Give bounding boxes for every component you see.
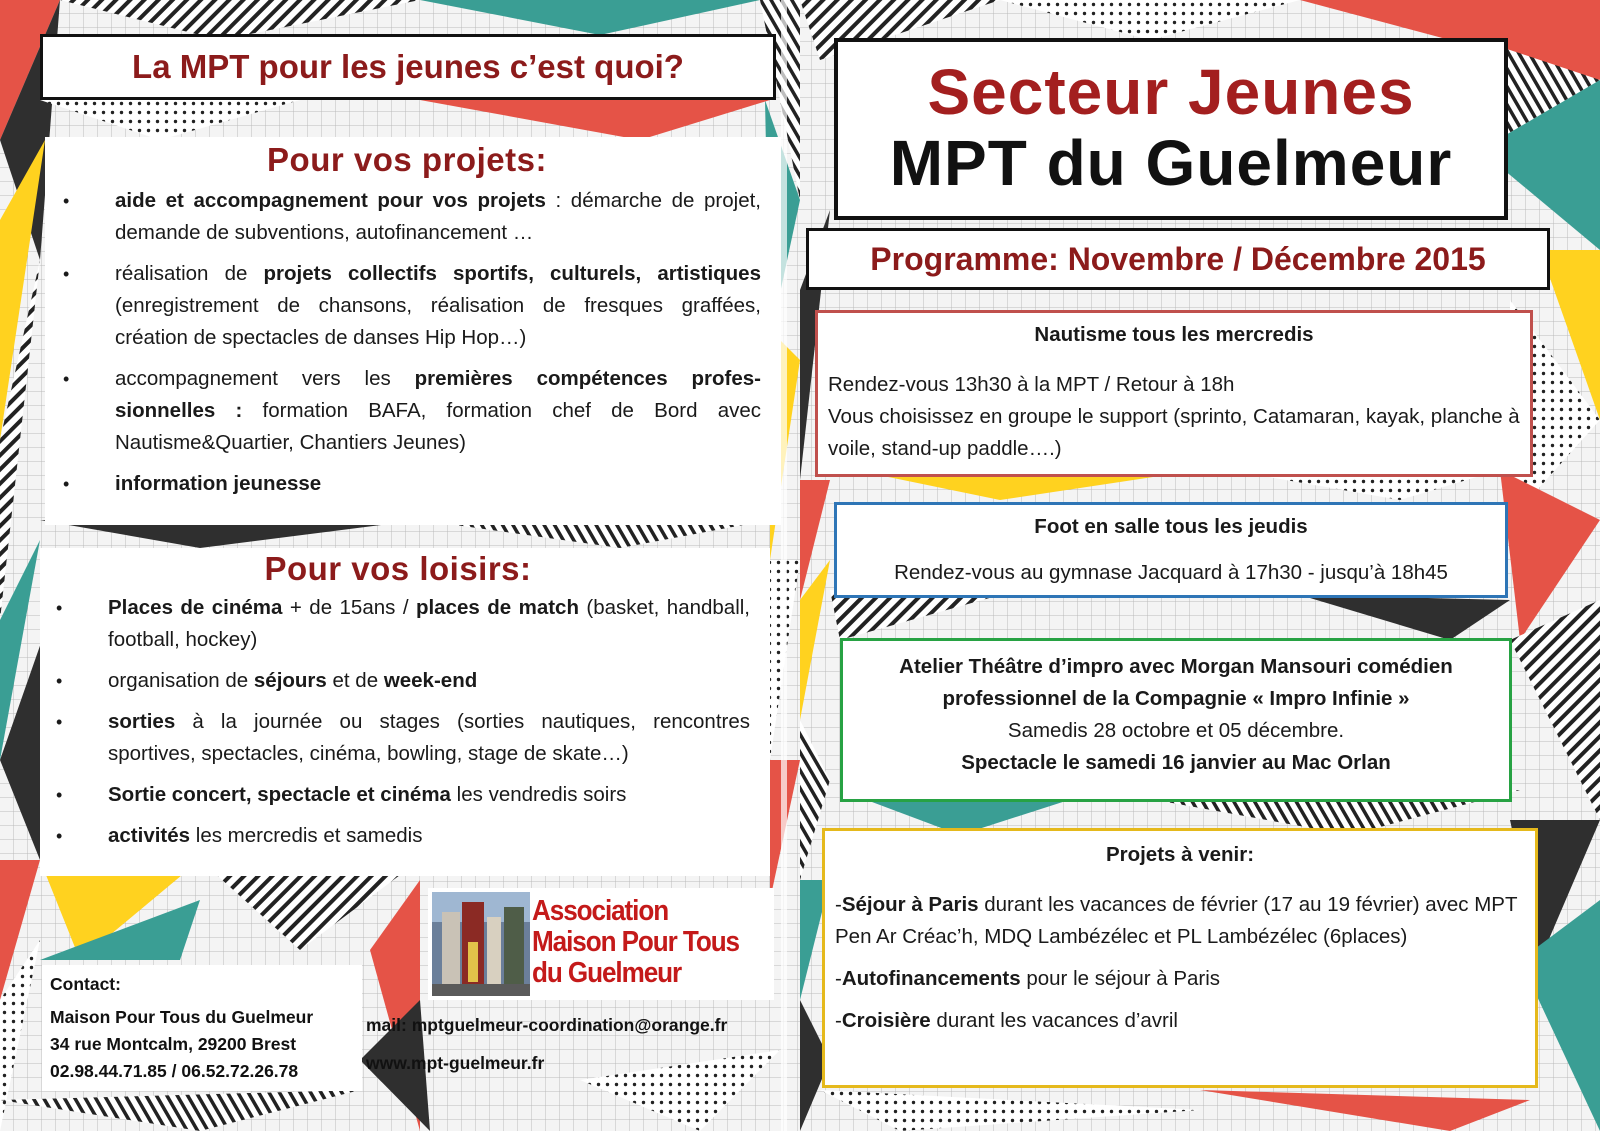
projet-paris: -Séjour à Paris durant les vacances de février (17 au 19 février) avec MPT Pen Ar Créac’h, MDQ Lambézélec et PL Lambézélec (6places) bbox=[835, 893, 1518, 948]
bullet-icon: • bbox=[56, 671, 63, 691]
bullet-icon: • bbox=[56, 598, 63, 618]
loisirs-heading: Pour vos loisirs: bbox=[264, 550, 532, 587]
event-nautisme-line1: Rendez-vous 13h30 à la MPT / Retour à 18h bbox=[828, 373, 1235, 396]
contact-address: 34 rue Montcalm, 29200 Brest bbox=[50, 1034, 297, 1054]
event-projets bbox=[822, 828, 1538, 1088]
contact-name: Maison Pour Tous du Guelmeur bbox=[50, 1007, 314, 1027]
building-photo-icon bbox=[432, 892, 530, 996]
event-theatre-heading: Atelier Théâtre d’impro avec Morgan Mansouri comédien professionnel de la Compagnie « Impro Infinie » bbox=[899, 655, 1453, 710]
list-item: • sorties à la journée ou stages (sorties nautiques, rencontres sportives, spectacles, cinéma, bowling, stage de skate…) bbox=[46, 706, 750, 770]
event-foot-line1: Rendez-vous au gymnase Jacquard à 17h30 - jusqu’à 18h45 bbox=[894, 561, 1448, 584]
event-foot-heading: Foot en salle tous les jeudis bbox=[1034, 515, 1308, 538]
list-item: • aide et accompagnement pour vos projets : démarche de projet, demande de subventions, autofinancement … bbox=[53, 185, 761, 249]
projet-croisiere: -Croisière durant les vacances d’avril bbox=[835, 1009, 1178, 1032]
bullet-icon: • bbox=[63, 264, 70, 284]
event-nautisme-line2: Vous choisissez en groupe le support (sprinto, Catamaran, kayak, planche à voile, stand-up paddle….) bbox=[828, 405, 1520, 460]
bullet-icon: • bbox=[56, 826, 63, 846]
event-nautisme bbox=[815, 310, 1533, 477]
projets-panel bbox=[45, 137, 781, 525]
bullet-icon: • bbox=[56, 785, 63, 805]
main-title-line2: MPT du Guelmeur bbox=[889, 127, 1453, 199]
logo-text: Association Maison Pour Tous du Guelmeur bbox=[532, 895, 739, 989]
list-item: • information jeunesse bbox=[53, 468, 761, 500]
programme-box bbox=[806, 228, 1550, 290]
loisirs-panel bbox=[40, 548, 770, 876]
projets-list bbox=[53, 185, 761, 500]
programme-title: Programme: Novembre / Décembre 2015 bbox=[870, 241, 1486, 277]
contact-phones: 02.98.44.71.85 / 06.52.72.26.78 bbox=[50, 1061, 299, 1081]
projet-autofinancements: -Autofinancements pour le séjour à Paris bbox=[835, 967, 1221, 990]
bullet-icon: • bbox=[63, 191, 70, 211]
list-item: • accompagnement vers les premières compétences profes-sionnelles : formation BAFA, formation chef de Bord avec Nautisme&Quartier, Chantiers Jeunes) bbox=[53, 363, 761, 459]
email-link[interactable]: mail: mptguelmeur-coordination@orange.fr bbox=[366, 1015, 728, 1035]
event-theatre-line1: Samedis 28 octobre et 05 décembre. bbox=[1007, 719, 1345, 742]
bullet-icon: • bbox=[56, 712, 63, 732]
event-theatre-line2: Spectacle le samedi 16 janvier au Mac Orlan bbox=[961, 751, 1391, 774]
website-link[interactable]: www.mpt-guelmeur.fr bbox=[366, 1053, 545, 1073]
main-title-box bbox=[834, 38, 1508, 220]
left-header-text: La MPT pour les jeunes c’est quoi? bbox=[132, 48, 684, 85]
list-item: • Sortie concert, spectacle et cinéma les vendredis soirs bbox=[46, 779, 750, 811]
main-title-line1: Secteur Jeunes bbox=[927, 56, 1415, 128]
loisirs-list bbox=[46, 592, 750, 852]
contact-box bbox=[42, 965, 362, 1091]
event-projets-heading: Projets à venir: bbox=[1105, 843, 1255, 866]
bullet-icon: • bbox=[63, 369, 70, 389]
list-item: • organisation de séjours et de week-end bbox=[46, 665, 750, 697]
list-item: • activités les mercredis et samedis bbox=[46, 820, 750, 852]
bullet-icon: • bbox=[63, 474, 70, 494]
event-foot bbox=[834, 502, 1508, 598]
contact-label: Contact: bbox=[50, 974, 121, 994]
mail-web-block bbox=[366, 1006, 727, 1082]
projets-heading: Pour vos projets: bbox=[267, 141, 547, 178]
left-header bbox=[40, 34, 776, 100]
list-item: • réalisation de projets collectifs sportifs, culturels, artistiques (enregistrement de chansons, réalisation de fresques graffées, création de spectacles de danses Hip Hop…) bbox=[53, 258, 761, 354]
list-item: • Places de cinéma + de 15ans / places de match (basket, handball, football, hockey) bbox=[46, 592, 750, 656]
association-logo bbox=[428, 888, 774, 1000]
event-nautisme-heading: Nautisme tous les mercredis bbox=[1034, 323, 1314, 346]
event-theatre bbox=[840, 638, 1512, 802]
